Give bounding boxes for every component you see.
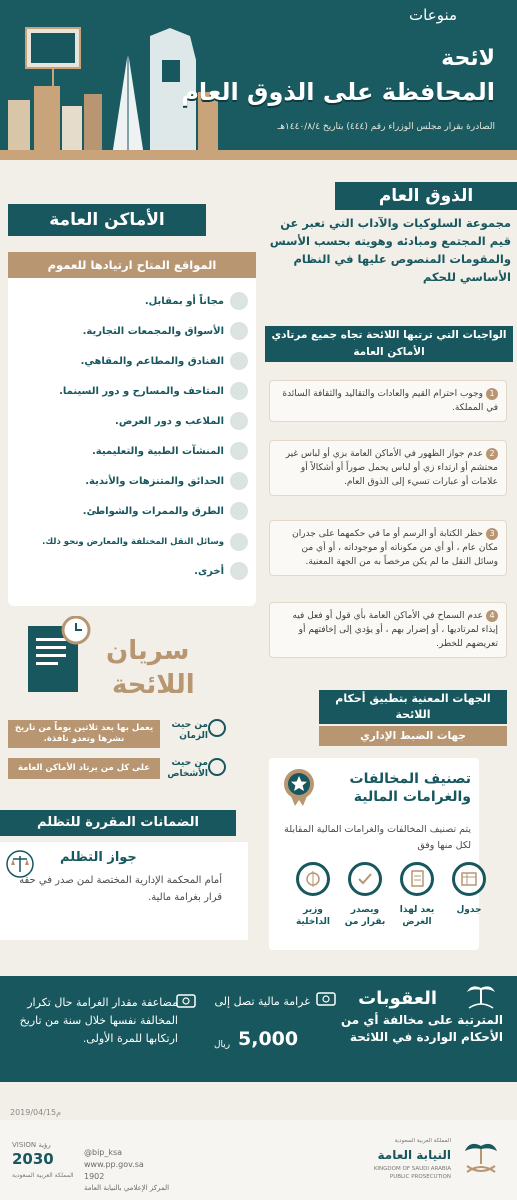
brand-label: منوعات — [409, 6, 457, 24]
fine-label: غرامة مالية تصل إلى — [214, 995, 310, 1008]
road-icon — [230, 502, 248, 520]
step-label-purpose: يعد لهذا الغرض — [399, 905, 435, 927]
place-item-label: المنشآت الطبية والتعليمية. — [91, 446, 224, 457]
vision-country: المملكة العربية السعودية — [12, 1172, 74, 1179]
place-item-label: الحدائق والمتنزهات والأندية. — [85, 476, 224, 487]
step-label-decision: ويصدر بقرار من — [344, 905, 386, 927]
validity-time-label: من حيث الزمان — [171, 720, 208, 741]
guarantees-tab: الضمانات المقررة للتظلم — [0, 810, 236, 836]
penalties-title: العقوبات — [358, 988, 437, 1009]
banknote-icon — [316, 992, 336, 1006]
place-item-roads — [12, 502, 248, 522]
validity-time-text: يعمل بها بعد ثلاثين يوماً من تاريخ نشرها وتعدو نافذة. — [8, 720, 160, 748]
duty-number: 2 — [486, 448, 498, 460]
store-icon — [230, 322, 248, 340]
place-item-other — [12, 562, 248, 582]
place-item-label: مجاناً أو بمقابل. — [144, 296, 224, 307]
person-icon — [208, 758, 226, 776]
public-taste-tab: الذوق العام — [335, 182, 517, 210]
step-label-table: جدول — [456, 905, 482, 915]
guarantees-title: جواز التظلم — [60, 850, 137, 865]
header-banner — [0, 0, 517, 160]
public-taste-definition: مجموعة السلوكيات والآداب التي تعبر عن قيم المجتمع ومبادئه وهويته بحسب الأسس والمقومات المنصوص عليها في النظام الأساسي للحكم — [269, 216, 511, 284]
duty-card-4 — [269, 602, 507, 658]
title-line-2: المحافظة على الذوق العام — [181, 78, 495, 106]
place-item-label: الملاعب و دور العرض. — [115, 416, 224, 427]
place-item-label: وسائل النقل المختلفة والمعارض ونحو ذلك. — [42, 537, 224, 547]
hotel-icon — [230, 352, 248, 370]
duty-text: حظر الكتابة أو الرسم أو ما في حكمهما على جدران مكان عام ، أو أي من مكوناته أو موجوداته ، أو أي من وسائل النقل ما لم يكن مرخصاً به من الجهة المعنية. — [292, 529, 498, 567]
palm-swords-emblem-icon — [463, 980, 499, 1012]
duty-text: وجوب احترام القيم والعادات والتقاليد والثقافة السائدة في المملكة. — [282, 389, 498, 413]
header-subtitle: الصادرة بقرار مجلس الوزراء رقم (٤٤٤) بتاريخ ١٤٤٠/٨/٤هـ — [277, 122, 495, 132]
public-prosecution-logo-icon — [459, 1138, 503, 1182]
duty-text: عدم جواز الظهور في الأماكن العامة بزي أو لباس غير محتشم أو ارتداء زي أو لباس يحمل صوراً أو أشكالاً أو علامات أو عبارات تسيء إلى الذوق العام. — [285, 449, 498, 487]
place-item-stadiums — [12, 412, 248, 432]
org-en-country: KINGDOM OF SAUDI ARABIA — [373, 1166, 451, 1172]
phone-number: 1902 — [84, 1172, 105, 1181]
place-item-free — [12, 292, 248, 312]
guarantees-text: أمام المحكمة الإدارية المختصة لمن صدر في حقه قرار بغرامة مالية. — [19, 875, 222, 903]
website-link[interactable]: www.pp.gov.sa — [84, 1160, 144, 1169]
org-name: النيابة العامة — [377, 1148, 451, 1162]
clock-icon — [208, 719, 226, 737]
emblem-icon — [296, 862, 330, 896]
tree-icon — [230, 472, 248, 490]
duty-card-3 — [269, 520, 507, 576]
location-pin-icon — [230, 562, 248, 580]
duty-card-1 — [269, 380, 507, 422]
place-item-hotels — [12, 352, 248, 372]
place-item-parks — [12, 472, 248, 492]
penalties-subtitle: المترتبة على مخالفة أي من الأحكام الواردة في اللائحة — [341, 1013, 503, 1044]
museum-icon — [230, 382, 248, 400]
validity-persons-text: على كل من يرتاد الأماكن العامة — [8, 758, 160, 779]
org-country: المملكة العربية السعودية — [394, 1138, 451, 1144]
authority-name: جهات الضبط الإداري — [319, 726, 507, 746]
banknote-icon — [176, 994, 196, 1008]
hospital-icon — [230, 442, 248, 460]
validity-title-1: سريان — [106, 636, 190, 666]
stadium-icon — [230, 412, 248, 430]
media-center: المركز الإعلامي بالنيابة العامة — [84, 1184, 170, 1192]
duties-tab: الواجبات التي ترتبها اللائحة تجاه جميع مرتادي الأماكن العامة — [265, 326, 513, 362]
twitter-handle[interactable]: @bip_ksa — [84, 1148, 123, 1157]
document-clock-icon — [26, 616, 92, 698]
place-item-label: الأسواق والمجمعات التجارية. — [82, 326, 224, 337]
validity-title-2: اللائحة — [112, 670, 195, 700]
document-icon — [400, 862, 434, 896]
car-icon — [230, 533, 248, 551]
duty-number: 3 — [486, 528, 498, 540]
fine-unit: ريال — [214, 1040, 231, 1050]
star-badge-icon — [281, 768, 317, 808]
place-item-label: أخرى. — [194, 566, 224, 577]
duty-text: عدم السماح في الأماكن العامة بأي قول أو فعل فيه إيذاء لمرتاديها ، أو إضرار بهم ، أو يؤدي إلى إخافتهم أو تعريضهم للخطر. — [292, 611, 498, 649]
public-places-subtitle: المواقع المتاح ارتيادها للعموم — [8, 252, 256, 278]
check-icon — [348, 862, 382, 896]
org-en-name: PUBLIC PROSECUTION — [389, 1174, 451, 1180]
place-item-medical — [12, 442, 248, 462]
title-line-1: لائحة — [441, 46, 495, 71]
vision-label: VISION رؤية — [12, 1141, 51, 1149]
validity-persons-label: من حيث الأشخاص — [167, 758, 208, 779]
table-icon — [452, 862, 486, 896]
money-icon — [230, 292, 248, 310]
fine-value: 5,000 — [238, 1028, 299, 1050]
place-item-transport — [12, 532, 248, 552]
place-item-museums — [12, 382, 248, 402]
vision-year: 2030 — [12, 1150, 54, 1168]
duty-card-2 — [269, 440, 507, 496]
duty-number: 1 — [486, 388, 498, 400]
place-item-label: الطرق والممرات والشواطئ. — [82, 506, 224, 517]
violations-desc: يتم تصنيف المخالفات والغرامات المالية المقابلة لكل منها وفق — [284, 824, 471, 851]
duty-number: 4 — [486, 610, 498, 622]
place-item-label: الفنادق والمطاعم والمقاهي. — [80, 356, 224, 367]
double-fine-text: مضاعفة مقدار الغرامة حال تكرار المخالفة نفسها خلال سنة من تاريخ ارتكابها للمرة الأولى. — [19, 996, 178, 1045]
publish-date: 2019/04/15م — [10, 1108, 62, 1117]
place-item-label: المتاحف والمسارح و دور السينما. — [59, 386, 224, 397]
place-item-markets — [12, 322, 248, 342]
authority-tab: الجهات المعنية بتطبيق أحكام اللائحة — [319, 690, 507, 724]
violations-title: تصنيف المخالفات والغرامات المالية — [349, 771, 471, 805]
step-label-minister: وزير الداخلية — [295, 905, 331, 927]
public-places-tab: الأماكن العامة — [8, 204, 206, 236]
